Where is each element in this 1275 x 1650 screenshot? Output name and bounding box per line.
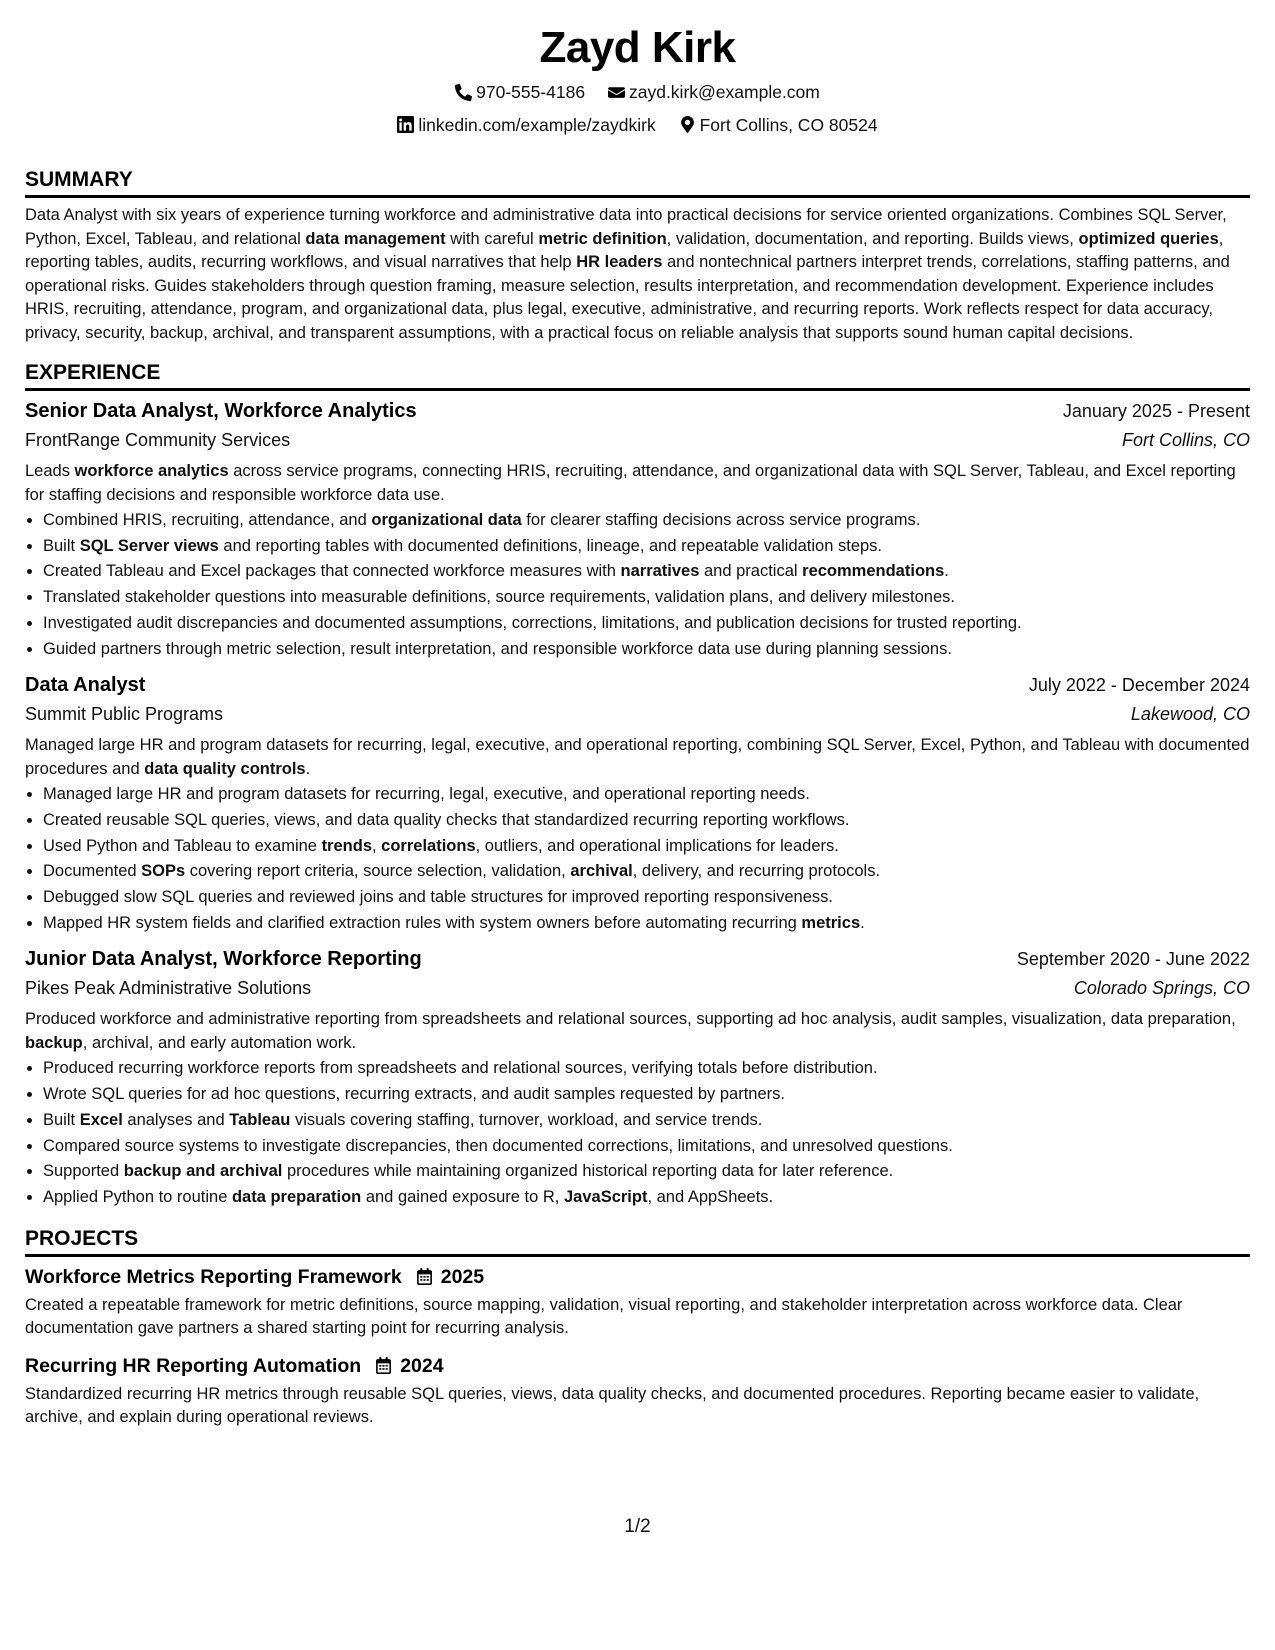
bullet-item: • Built Excel analyses and Tableau visuals covering staffing, turnover, workload, and service trends. (43, 1108, 1250, 1134)
contact-line-1 (25, 82, 1250, 105)
bold-keyword: recommendations (802, 562, 945, 581)
job-entry (25, 946, 1250, 1210)
experience-heading: EXPERIENCE (25, 361, 1250, 391)
page-number: 1/2 (624, 1516, 651, 1537)
company-name: Summit Public Programs (25, 704, 224, 725)
job-company-row (25, 972, 1250, 1000)
bullet-item: • Wrote SQL queries for ad hoc questions, recurring extracts, and audit samples requested by partners. (43, 1082, 1250, 1108)
bullet-item: • Compared source systems to investigate discrepancies, then documented corrections, limitations, and unresolved questions. (43, 1134, 1250, 1160)
bold-keyword: data preparation (231, 1187, 362, 1206)
bullet-item: • Combined HRIS, recruiting, attendance, and organizational data for clearer staffing decisions across service programs. (43, 508, 1250, 534)
project-year (416, 1264, 484, 1290)
linkedin-url: linkedin.com/example/zaydkirk (418, 114, 656, 135)
job-description: Leads workforce analytics across service programs, connecting HRIS, recruiting, attendance, and organizational data with SQL Server, Tableau, and Excel reporting for staffing decisions and responsible workforce data use. (25, 462, 1236, 504)
job-title: Junior Data Analyst, Workforce Reporting (25, 948, 422, 971)
calendar-icon (375, 1357, 392, 1374)
calendar-icon (416, 1268, 433, 1285)
bold-keyword: optimized queries (1078, 229, 1219, 248)
summary-section (25, 168, 1250, 345)
location-contact (679, 115, 878, 135)
bold-keyword: narratives (620, 562, 700, 581)
project-description: Standardized recurring HR metrics through reusable SQL queries, views, data quality checks, and documented procedures. Reporting became easier to validate, archive, and explain during operational reviews. (25, 1384, 1200, 1427)
bold-keyword: workforce analytics (74, 462, 229, 480)
job-title-row (25, 946, 1250, 972)
project-year (375, 1353, 443, 1379)
location-text: Fort Collins, CO 80524 (699, 114, 878, 135)
bullet-item: • Supported backup and archival procedures while maintaining organized historical reporting data for later reference. (43, 1159, 1250, 1185)
project-entry (25, 1264, 1250, 1341)
bullet-item: • Documented SOPs covering report criteria, source selection, validation, archival, delivery, and recurring protocols. (43, 859, 1250, 885)
contact-line-2 (25, 115, 1250, 138)
bold-keyword: organizational data (371, 511, 522, 529)
bullet-item: • Debugged slow SQL queries and reviewed joins and table structures for improved reporting responsiveness. (43, 885, 1250, 911)
bullet-item: • Created reusable SQL queries, views, and data quality checks that standardized recurring reporting workflows. (43, 808, 1250, 834)
project-entry (25, 1353, 1250, 1430)
bold-keyword: SOPs (141, 862, 186, 881)
project-title: Workforce Metrics Reporting Framework (25, 1265, 402, 1288)
bold-keyword: Excel (79, 1110, 123, 1129)
job-description: Produced workforce and administrative reporting from spreadsheets and relational sources, supporting ad hoc analysis, audit samples, visualization, data preparation, backup, archival, and early automation work. (25, 1010, 1236, 1052)
job-company-row (25, 424, 1250, 452)
bullet-item: • Applied Python to routine data preparation and gained exposure to R, JavaScript, and AppSheets. (43, 1185, 1250, 1211)
job-title: Senior Data Analyst, Workforce Analytics (25, 400, 417, 422)
bullet-item: • Mapped HR system fields and clarified extraction rules with system owners before automating recurring metrics. (43, 911, 1250, 937)
bold-keyword: correlations (381, 836, 476, 855)
bold-keyword: data management (305, 229, 446, 248)
bullet-item: • Investigated audit discrepancies and documented assumptions, corrections, limitations, and publication decisions for trusted reporting. (43, 611, 1250, 637)
candidate-name: Zayd Kirk (539, 23, 736, 72)
projects-heading: PROJECTS (25, 1227, 1250, 1257)
job-list (25, 398, 1250, 1211)
bold-keyword: metric definition (538, 229, 667, 248)
email-contact[interactable] (608, 82, 820, 102)
job-description: Managed large HR and program datasets for recurring, legal, executive, and operational reporting, combining SQL Server, Excel, Python, and Tableau with documented procedures and data quality controls. (25, 736, 1250, 778)
phone-icon (455, 84, 472, 101)
envelope-icon (608, 84, 625, 101)
resume-page (25, 0, 1250, 1650)
email-address: zayd.kirk@example.com (628, 82, 820, 102)
project-header (25, 1264, 1250, 1290)
bullet-item: • Translated stakeholder questions into measurable definitions, source requirements, validation plans, and delivery milestones. (43, 585, 1250, 611)
bold-keyword: metrics (801, 913, 861, 932)
bold-keyword: HR leaders (576, 253, 663, 271)
bullet-item: • Produced recurring workforce reports from spreadsheets and relational sources, verifying totals before distribution. (43, 1056, 1250, 1082)
job-company-row (25, 698, 1250, 726)
job-location: Colorado Springs, CO (1073, 978, 1250, 999)
project-year-text: 2024 (400, 1354, 444, 1377)
bold-keyword: JavaScript (563, 1187, 648, 1206)
projects-section (25, 1227, 1250, 1430)
job-entry (25, 398, 1250, 662)
project-title: Recurring HR Reporting Automation (25, 1354, 362, 1377)
summary-heading: SUMMARY (25, 168, 1250, 198)
job-title-row (25, 398, 1250, 424)
job-bullets (25, 782, 1250, 936)
bullet-item: • Guided partners through metric selection, result interpretation, and responsible workforce data use during planning sessions. (43, 637, 1250, 663)
map-pin-icon (679, 116, 696, 133)
bold-keyword: data quality controls (144, 759, 306, 778)
summary-text: Data Analyst with six years of experience turning workforce and administrative data into practical decisions for service oriented organizations. Combines SQL Server, Python, Excel, Tableau, and relational data management with careful metric definition, validation, documentation, and reporting. Builds views, optimized queries, reporting tables, audits, recurring workflows, and visual narratives that help HR leaders and nontechnical partners interpret trends, correlations, staffing patterns, and operational risks. Guides stakeholders through question framing, measure selection, results interpretation, and recommendation development. Experience includes HRIS, recruiting, attendance, program, and organizational data, plus legal, executive, administrative, and recurring reports. Work reflects respect for data accuracy, privacy, security, backup, archival, and transparent assumptions, with a practical focus on reliable analysis that supports sound human capital decisions. (25, 206, 1230, 342)
job-dates: January 2025 - Present (1062, 401, 1250, 421)
bold-keyword: backup and archival (123, 1162, 283, 1181)
job-dates: July 2022 - December 2024 (1028, 675, 1250, 696)
bullet-item: • Created Tableau and Excel packages that connected workforce measures with narratives and practical recommendations. (43, 559, 1250, 585)
project-list (25, 1264, 1250, 1430)
project-header (25, 1353, 1250, 1379)
bold-keyword: Tableau (229, 1110, 291, 1129)
bullet-item: • Used Python and Tableau to examine trends, correlations, outliers, and operational implications for leaders. (43, 834, 1250, 860)
job-bullets (25, 508, 1250, 662)
bold-keyword: SQL Server views (79, 536, 219, 555)
job-title: Data Analyst (25, 674, 146, 697)
job-location: Fort Collins, CO (1121, 430, 1250, 450)
job-title-row (25, 672, 1250, 698)
company-name: FrontRange Community Services (25, 430, 291, 450)
bold-keyword: archival (570, 862, 633, 881)
linkedin-contact[interactable] (397, 115, 655, 135)
linkedin-icon (397, 116, 414, 133)
job-dates: September 2020 - June 2022 (1016, 949, 1250, 970)
project-description: Created a repeatable framework for metric definitions, source mapping, validation, visual reporting, and stakeholder interpretation across workforce data. Clear documentation gave partners a shared starting point for recurring analysis. (25, 1295, 1183, 1338)
resume-header (25, 0, 1250, 137)
bold-keyword: backup (25, 1033, 83, 1052)
phone-number: 970-555-4186 (476, 82, 586, 102)
bold-keyword: trends (321, 836, 372, 855)
job-entry (25, 672, 1250, 936)
phone-contact[interactable] (455, 82, 585, 102)
company-name: Pikes Peak Administrative Solutions (25, 978, 312, 999)
bullet-item: • Built SQL Server views and reporting tables with documented definitions, lineage, and repeatable validation steps. (43, 534, 1250, 560)
job-location: Lakewood, CO (1130, 704, 1250, 725)
experience-section (25, 361, 1250, 1211)
job-bullets (25, 1056, 1250, 1210)
bullet-item: • Managed large HR and program datasets for recurring, legal, executive, and operational reporting needs. (43, 782, 1250, 808)
project-year-text: 2025 (440, 1265, 485, 1288)
